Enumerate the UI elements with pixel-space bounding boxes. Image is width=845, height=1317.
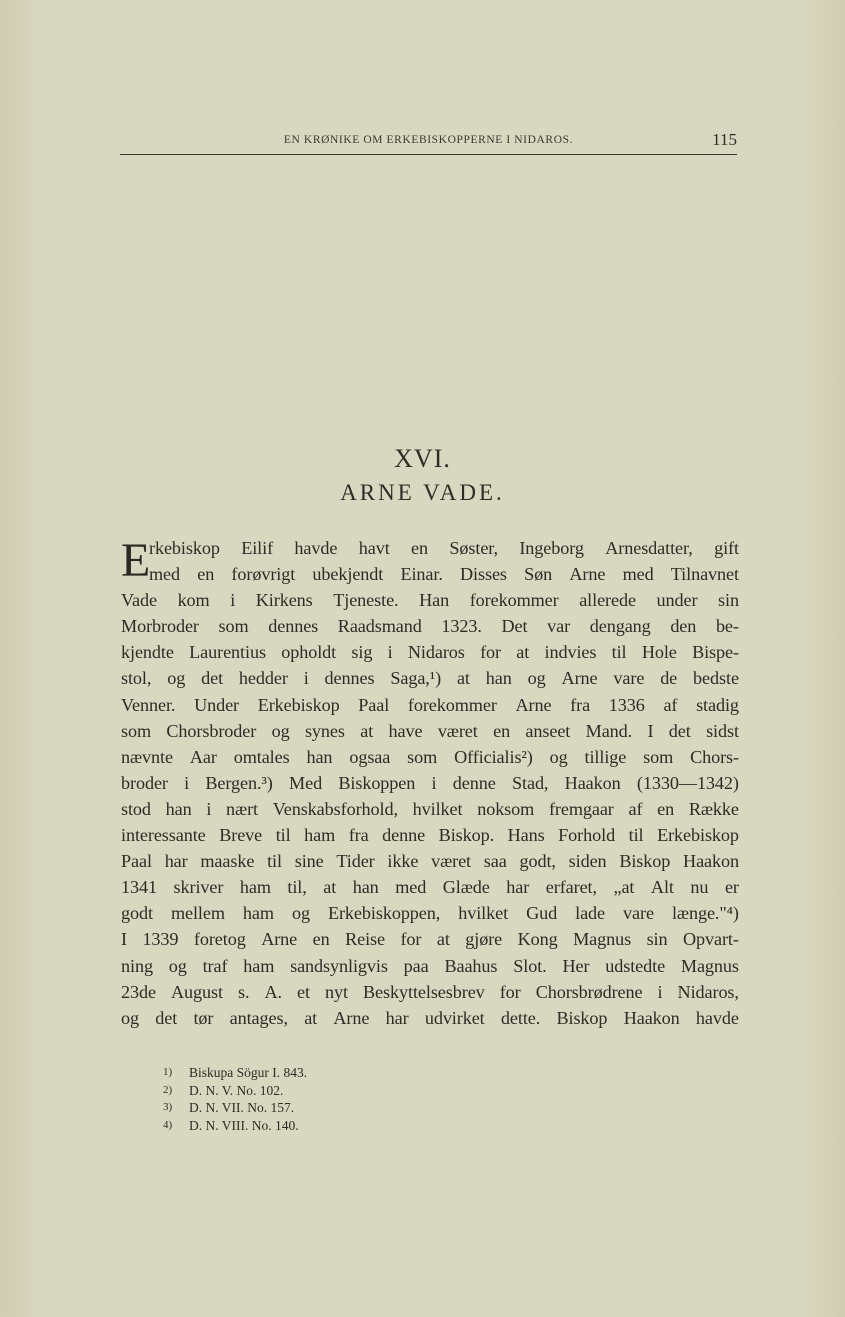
word: Bispe- [692, 642, 739, 663]
word: under [656, 590, 698, 611]
body-line [121, 639, 739, 665]
word: stod [121, 798, 151, 819]
body-line [121, 874, 739, 900]
word: fra [348, 825, 369, 846]
word: I [121, 929, 127, 950]
word: 1339 [142, 929, 179, 950]
word: Kong [517, 929, 558, 950]
word: sine [294, 851, 324, 872]
footnote [163, 1064, 563, 1082]
word: at [323, 877, 337, 898]
word: Gud [526, 903, 558, 924]
word: „at [613, 877, 635, 898]
word: anseet [525, 720, 571, 741]
word: s. [238, 981, 250, 1002]
footnote-mark: 2) [163, 1083, 173, 1096]
word: at [516, 642, 530, 663]
word: Saga,¹) [390, 668, 442, 689]
word: godt [121, 903, 153, 924]
word: bedste [693, 668, 739, 689]
word: 1323. [441, 616, 482, 637]
word: dennes [268, 616, 319, 637]
word: Disses [460, 564, 507, 585]
word: I [647, 720, 654, 741]
body-line [121, 822, 739, 848]
word: Biskop [619, 851, 671, 872]
word: Arne [333, 1007, 370, 1028]
footnote [163, 1082, 563, 1100]
word: Raadsmand [337, 616, 422, 637]
word: tillige [584, 746, 627, 767]
word: har [164, 851, 188, 872]
word: for [400, 929, 422, 950]
word: Biskoppen [338, 772, 416, 793]
word: for [480, 642, 501, 663]
word: kom [177, 590, 210, 611]
word: forøvrigt [231, 564, 296, 585]
word: Tjeneste. [333, 590, 399, 611]
word: Morbroder [121, 616, 199, 637]
word: Hole [641, 642, 677, 663]
word: rkebiskop [149, 538, 220, 558]
word: ham [304, 825, 336, 846]
word: kjendte [121, 642, 174, 663]
word: Haakon [623, 1007, 680, 1028]
word: Bergen.³) [205, 772, 273, 793]
footnote-text: D. N. VII. No. 157. [189, 1100, 295, 1115]
word: antages, [229, 1007, 288, 1028]
word: Det [501, 616, 528, 637]
word: denne [452, 772, 496, 793]
word: Vade [121, 590, 157, 611]
word: han [485, 668, 512, 689]
word: og [549, 746, 568, 767]
word: et [297, 981, 310, 1002]
word: til [628, 825, 644, 846]
word: opholdt [281, 642, 337, 663]
word: til, [287, 877, 307, 898]
word: interessante [121, 825, 206, 846]
word: og [291, 903, 310, 924]
word: godt, [519, 851, 556, 872]
word: han [165, 798, 192, 819]
word: som [218, 616, 249, 637]
footnote-text: Biskupa Sögur I. 843. [189, 1065, 308, 1080]
word: Stad, [512, 772, 549, 793]
word: gjøre [465, 929, 503, 950]
word: Ingeborg [519, 538, 584, 558]
word: til [267, 851, 282, 872]
word: til [611, 642, 627, 663]
word: af [663, 694, 678, 715]
word: sandsynligvis [290, 955, 388, 976]
body-line [121, 718, 739, 744]
body-line [121, 587, 739, 613]
body-line [121, 900, 739, 926]
word: hedder [238, 668, 288, 689]
word: fremgaar [548, 798, 614, 819]
word: Med [289, 772, 323, 793]
word: Biskop. [438, 825, 495, 846]
word: denne [382, 825, 426, 846]
word: han [306, 746, 333, 767]
word: Alt [650, 877, 674, 898]
word: med [395, 877, 427, 898]
word: Baahus [444, 955, 498, 976]
word: Opvart- [682, 929, 739, 950]
word: Haakon [683, 851, 739, 872]
word: at [304, 1007, 318, 1028]
word: en [197, 564, 215, 585]
word: og [527, 668, 546, 689]
word: fra [570, 694, 591, 715]
word: at [360, 720, 374, 741]
word: erfaret, [545, 877, 597, 898]
word: stadig [696, 694, 739, 715]
word: er [724, 877, 739, 898]
word: allerede [579, 590, 636, 611]
footnote-mark: 4) [163, 1118, 173, 1131]
word: Nidaros [407, 642, 465, 663]
page-number: 115 [712, 130, 737, 149]
word: og [167, 668, 186, 689]
footnote-text: D. N. V. No. 102. [189, 1082, 284, 1098]
word: udstedte [605, 955, 666, 976]
body-line [121, 535, 739, 561]
word: og [271, 720, 290, 741]
word: har [506, 877, 530, 898]
body-line [121, 796, 739, 822]
word: Officialis²) [454, 746, 533, 767]
word: havt [358, 538, 390, 558]
word: Chorsbroder [166, 720, 257, 741]
word: vare [613, 668, 645, 689]
word: Chors- [690, 746, 739, 767]
word: dengang [589, 616, 651, 637]
word: havde [294, 538, 338, 558]
word: Her [562, 955, 590, 976]
word: en [657, 798, 675, 819]
word: Reise [345, 929, 385, 950]
chapter-number: XVI. [394, 444, 451, 473]
word: som [643, 746, 674, 767]
word: til [275, 825, 291, 846]
word: Paal [121, 851, 152, 872]
word: i [206, 798, 212, 819]
word: og [168, 955, 187, 976]
word: en [493, 720, 511, 741]
word: Venskabsforhold, [272, 798, 398, 819]
word: Beskyttelsesbrev [363, 981, 485, 1002]
word: været [431, 851, 472, 872]
word: nært [226, 798, 258, 819]
body-line [121, 953, 739, 979]
word: en [312, 929, 330, 950]
word: Arne [261, 929, 298, 950]
word: Arne [569, 564, 606, 585]
word: foretog [193, 929, 246, 950]
word: broder [121, 772, 168, 793]
word: Eilif [241, 538, 274, 558]
word: 23de [121, 981, 156, 1002]
word: Søster, [449, 538, 498, 558]
word: ogsaa [349, 746, 391, 767]
word: han [352, 877, 379, 898]
footnote [163, 1099, 563, 1117]
word: Søn [524, 564, 553, 585]
footnote-text: D. N. VIII. No. 140. [189, 1117, 299, 1133]
word: Mand. [585, 720, 633, 741]
word: som [121, 720, 152, 741]
word: i [303, 668, 309, 689]
word: og [121, 1007, 139, 1028]
body-line [121, 692, 739, 718]
word: Magnus [573, 929, 632, 950]
word: maaske [200, 851, 255, 872]
footnote [163, 1117, 563, 1135]
word: ubekjendt [312, 564, 384, 585]
word: hvilket [412, 798, 463, 819]
word: synes [304, 720, 345, 741]
word: Chorsbrødrene [535, 981, 643, 1002]
footnotes [163, 1064, 563, 1134]
body-line [121, 613, 739, 639]
word: indvies [544, 642, 597, 663]
word: Erkebiskop [257, 694, 340, 715]
word: 1341 [121, 877, 157, 898]
word: i [657, 981, 663, 1002]
word: Arne [515, 694, 552, 715]
word: noksom [477, 798, 535, 819]
word: det [201, 668, 224, 689]
word: ikke [387, 851, 419, 872]
footnote-mark: 3) [163, 1101, 173, 1113]
word: forekommer [407, 694, 497, 715]
word: har [385, 1007, 409, 1028]
word: Kirkens [255, 590, 313, 611]
word: Han [419, 590, 450, 611]
word: det [668, 720, 691, 741]
running-header [120, 128, 737, 155]
body-line [121, 561, 739, 587]
word: i [431, 772, 437, 793]
word: de [660, 668, 678, 689]
word: Række [688, 798, 739, 819]
word: tør [193, 1007, 214, 1028]
word: Tilnavnet [670, 564, 739, 585]
word: dennes [324, 668, 375, 689]
word: Erkebiskoppen, [327, 903, 441, 924]
word: for [499, 981, 521, 1002]
word: Einar. [400, 564, 443, 585]
word: sig [351, 642, 373, 663]
word: paa [403, 955, 429, 976]
body-line [121, 1005, 739, 1031]
word: Arnesdatter, [605, 538, 693, 558]
word: udvirket [424, 1007, 485, 1028]
word: skriver [173, 877, 224, 898]
word: i [184, 772, 190, 793]
word: dette. [500, 1007, 541, 1028]
word: nævnte [121, 746, 173, 767]
word: med [622, 564, 654, 585]
footnote-mark: 1) [163, 1066, 173, 1078]
word: sin [646, 929, 668, 950]
word: Magnus [680, 955, 739, 976]
word: have [388, 720, 423, 741]
word: Aar [189, 746, 217, 767]
word: i [230, 590, 236, 611]
word: var [547, 616, 571, 637]
word: længe."⁴) [671, 903, 739, 924]
word: det [155, 1007, 178, 1028]
word: ham [242, 903, 274, 924]
word: mellem [170, 903, 225, 924]
word: Nidaros, [677, 981, 739, 1002]
word: nyt [325, 981, 348, 1002]
word: en [411, 538, 428, 558]
word: Tider [336, 851, 375, 872]
word: forekommer [469, 590, 559, 611]
word: Under [194, 694, 240, 715]
word: havde [695, 1007, 739, 1028]
body-line [121, 979, 739, 1005]
word: Forhold [558, 825, 616, 846]
word: Slot. [513, 955, 547, 976]
word: ham [243, 955, 275, 976]
body-line [121, 848, 739, 874]
word: Breve [219, 825, 263, 846]
word: (1330—1342) [636, 772, 739, 793]
body-line [121, 665, 739, 691]
word: be- [715, 616, 739, 637]
word: A. [264, 981, 282, 1002]
word: gift [714, 538, 739, 558]
word: af [628, 798, 643, 819]
word: i [387, 642, 393, 663]
word: siden [568, 851, 607, 872]
word: Biskop [556, 1007, 608, 1028]
word: ham [239, 877, 271, 898]
word: traf [202, 955, 228, 976]
word: hvilket [458, 903, 509, 924]
word: nu [690, 877, 709, 898]
word: lade [575, 903, 606, 924]
word: Venner. [121, 694, 176, 715]
word: ning [121, 955, 153, 976]
word: Laurentius [189, 642, 266, 663]
word: stol, [121, 668, 152, 689]
word: som [407, 746, 438, 767]
word: at [436, 929, 450, 950]
chapter-title: ARNE VADE. [340, 480, 505, 505]
word: sin [718, 590, 739, 611]
word: 1336 [608, 694, 645, 715]
body-line [121, 770, 739, 796]
word: med [149, 564, 181, 585]
word: August [171, 981, 223, 1002]
word: Hans [507, 825, 545, 846]
body-line [121, 926, 739, 952]
word: Arne [561, 668, 598, 689]
word: været [437, 720, 478, 741]
word: Glæde [442, 877, 490, 898]
word: Paal [358, 694, 390, 715]
word: omtales [233, 746, 290, 767]
word: sidst [706, 720, 739, 741]
running-title: EN KRØNIKE OM ERKEBISKOPPERNE I NIDAROS. [283, 134, 574, 146]
body-text [121, 535, 739, 1031]
word: saa [483, 851, 507, 872]
drop-cap: E [121, 534, 151, 587]
word: den [670, 616, 697, 637]
word: at [456, 668, 470, 689]
word: vare [623, 903, 654, 924]
word: Erkebiskop [657, 825, 739, 846]
word: Haakon [564, 772, 621, 793]
body-line [121, 744, 739, 770]
